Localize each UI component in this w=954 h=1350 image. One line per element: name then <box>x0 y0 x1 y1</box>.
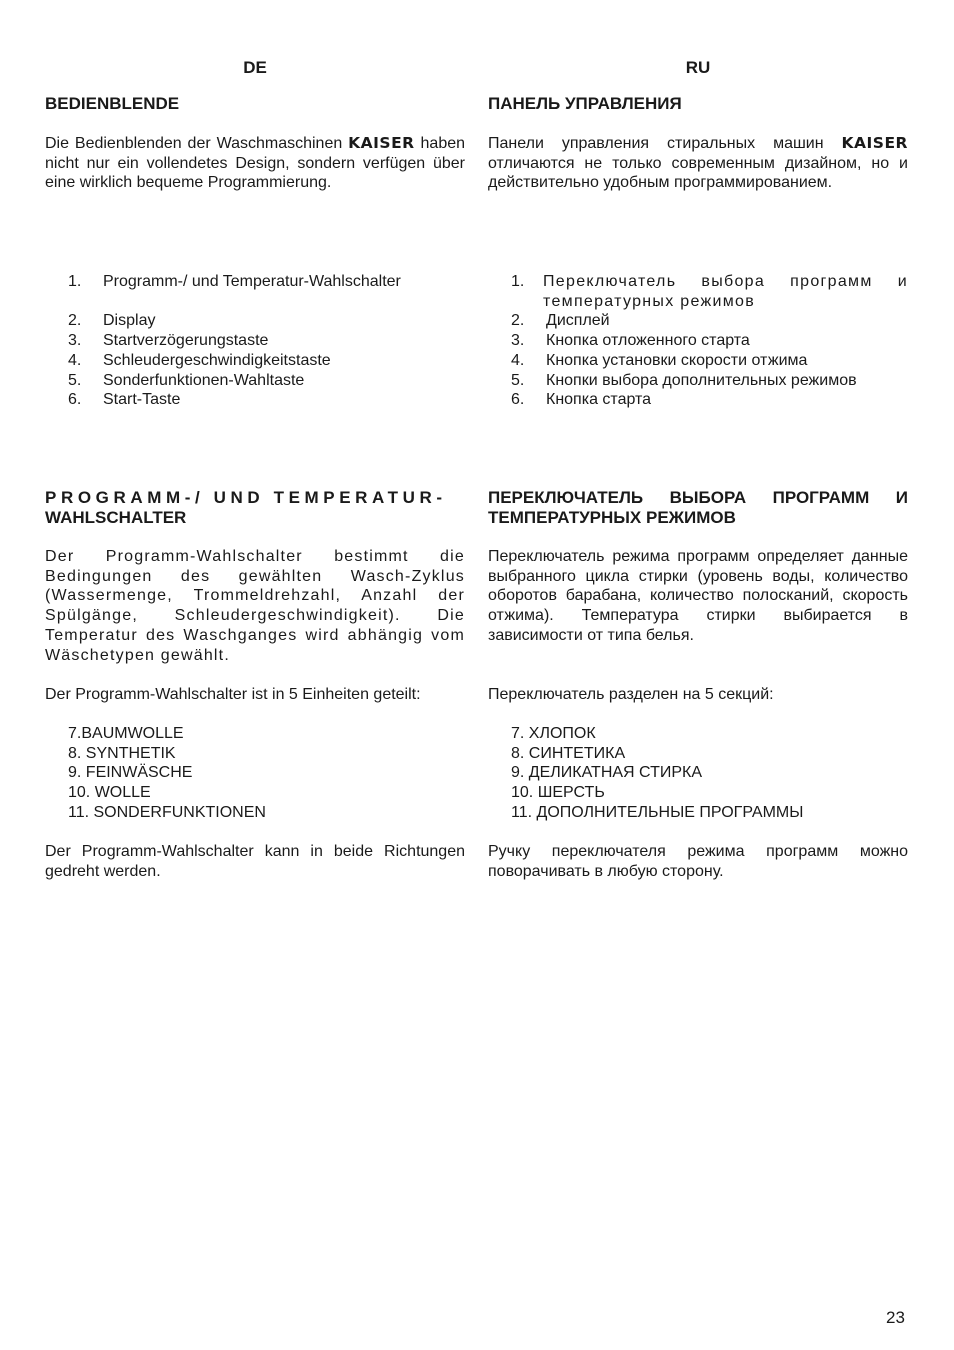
units-list-de <box>68 724 468 823</box>
section-heading-program-selector-de: PROGRAMM-/ UND TEMPERATUR- WAHLSCHALTER <box>45 488 447 527</box>
list-item: 4. Кнопка установки скорости отжима <box>511 351 808 369</box>
list-item: 1. Programm-/ und Temperatur-Wahlschalter <box>68 273 401 290</box>
list-item: 6. Start-Taste <box>68 391 181 409</box>
controls-list-ru <box>511 272 908 410</box>
list-item: 11. SONDERFUNKTIONEN <box>68 803 266 821</box>
program-description-ru: Переключатель режима программ определяет данные выбранного цикла стирки (уровень воды, количество оборотов барабана, количество полосканий, скорость отжима). Температура стирки выбирается в зависимости от типа белья. <box>488 548 908 644</box>
intro-text-cont-ru: отличаются не только современным дизайном, но и действительно удобным программированием. <box>488 154 908 192</box>
page-number: 23 <box>886 1308 905 1327</box>
rotation-note-de: Der Programm-Wahlschalter kann in beide Richtungen gedreht werden. <box>45 843 465 880</box>
list-item: 7. ХЛОПОК <box>511 725 596 742</box>
list-item: 8. SYNTHETIK <box>68 744 176 762</box>
list-item: 5. Кнопки выбора дополнительных режимов <box>511 371 857 389</box>
list-item: 1. Переключатель выбора программ и температурных режимов <box>511 273 908 310</box>
intro-text-cont-de: haben nicht nur ein vollendetes Design, sondern verfügen über eine wirklich bequeme Programmierung. <box>45 135 466 192</box>
list-item: 11. ДОПОЛНИТЕЛЬНЫЕ ПРОГРАММЫ <box>511 803 804 821</box>
list-item: 7.BAUMWOLLE <box>68 725 184 742</box>
section-heading-control-panel-de: BEDIENBLENDE <box>45 94 180 113</box>
list-item: 8. СИНТЕТИКА <box>511 744 626 762</box>
section-heading-control-panel-ru: ПАНЕЛЬ УПРАВЛЕНИЯ <box>488 94 682 113</box>
list-item: 5. Sonderfunktionen-Wahltaste <box>68 371 305 389</box>
intro-paragraph-ru <box>488 134 908 193</box>
list-item: 9. FEINWÄSCHE <box>68 764 193 782</box>
list-item: 4. Schleudergeschwindigkeitstaste <box>68 351 331 369</box>
list-item: 2. Display <box>68 312 156 330</box>
brand-name-de: KAISER <box>348 134 415 152</box>
list-item: 9. ДЕЛИКАТНАЯ СТИРКА <box>511 764 702 782</box>
rotation-note-ru: Ручку переключателя режима программ можно поворачивать в любую сторону. <box>488 843 908 880</box>
intro-text-de: Die Bedienblenden der Waschmaschinen <box>45 135 349 152</box>
language-label-ru: RU <box>685 58 711 77</box>
units-intro-de: Der Programm-Wahlschalter ist in 5 Einheiten geteilt: <box>45 686 421 703</box>
list-item: 10. ШЕРСТЬ <box>511 784 605 802</box>
section-heading-program-selector-ru: ПЕРЕКЛЮЧАТЕЛЬ ВЫБОРА ПРОГРАММ И ТЕМПЕРАТУРНЫХ РЕЖИМОВ <box>488 488 908 527</box>
controls-list-de <box>68 272 468 410</box>
units-list-ru <box>511 724 911 823</box>
units-intro-ru: Переключатель разделен на 5 секций: <box>488 686 774 703</box>
brand-name-ru: KAISER <box>841 134 908 152</box>
list-item: 3. Кнопка отложенного старта <box>511 332 750 350</box>
list-item: 6. Кнопка старта <box>511 391 652 409</box>
intro-text-ru: Панели управления стиральных машин <box>488 135 842 152</box>
program-description-de: Der Programm-Wahlschalter bestimmt die Bedingungen des gewählten Wasch-Zyklus (Wassermenge, Trommeldrehzahl, Anzahl der Spülgänge, Schleudergeschwindigkeit). Die Temperatur des Waschganges wird abhängig vom Wäschetypen gewählt. <box>45 548 465 664</box>
list-item: 10. WOLLE <box>68 784 151 802</box>
intro-paragraph-de <box>45 134 465 193</box>
list-item: 3. Startverzögerungstaste <box>68 332 269 350</box>
language-label-de: DE <box>243 58 267 77</box>
list-item: 2. Дисплей <box>511 312 610 330</box>
